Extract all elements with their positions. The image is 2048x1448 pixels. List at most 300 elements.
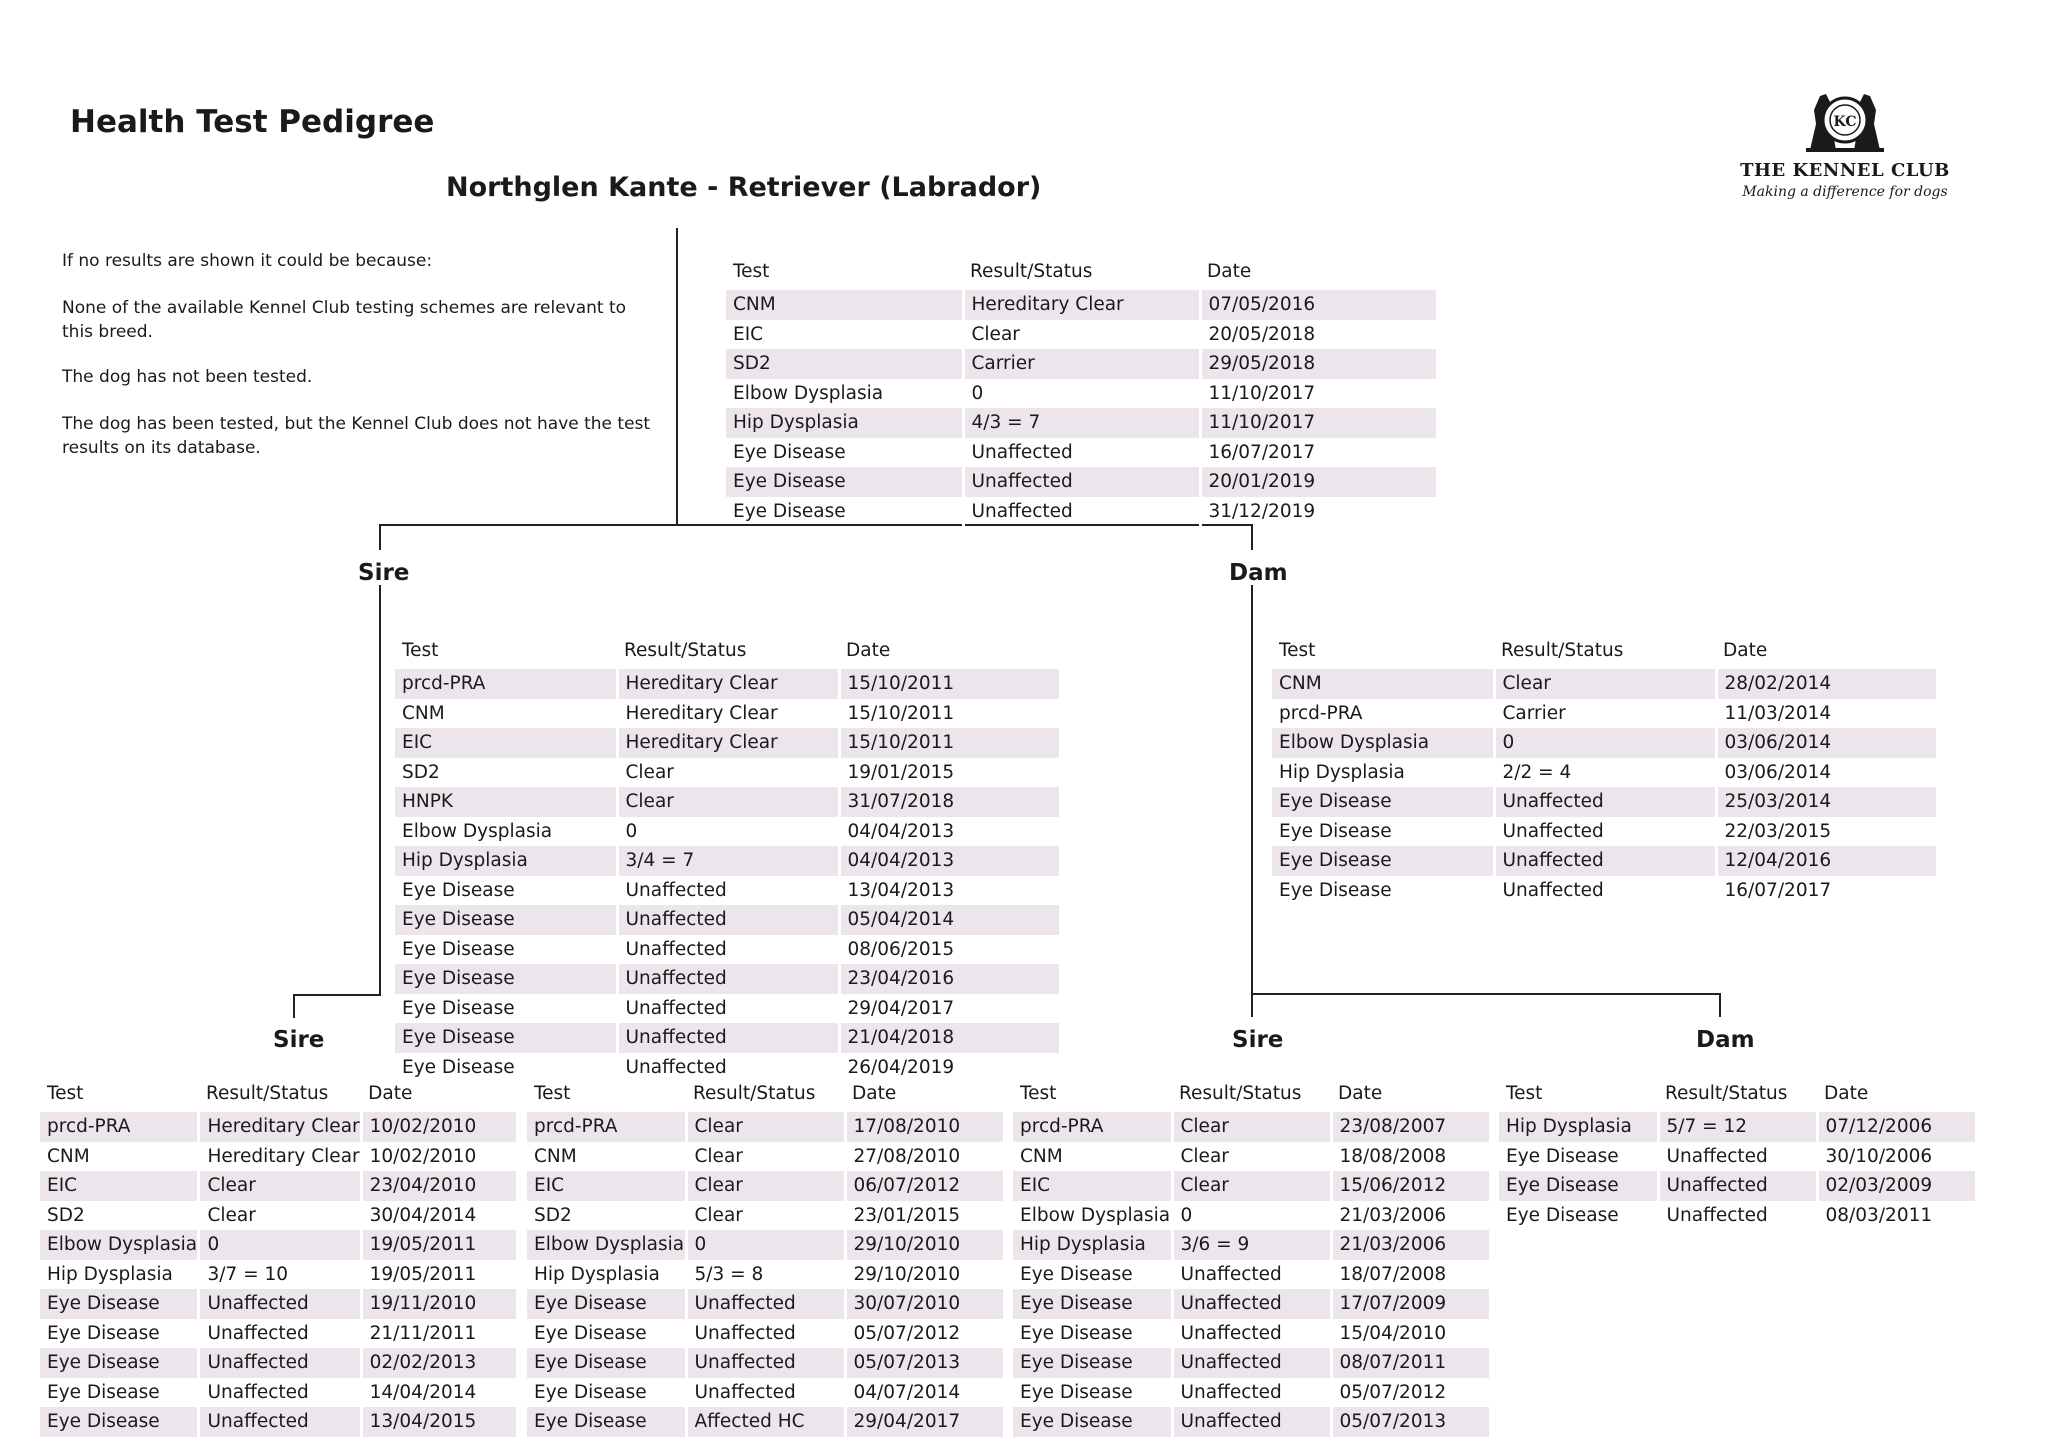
- cell-result: Clear: [1172, 1171, 1331, 1201]
- cell-date: 31/12/2019: [1208, 500, 1316, 522]
- table-row: [40, 1171, 516, 1201]
- cell-date: 26/04/2019: [847, 1056, 955, 1078]
- table-row: [1013, 1171, 1489, 1201]
- cell-test: Eye Disease: [527, 1289, 686, 1319]
- cell-test: Hip Dysplasia: [1499, 1112, 1658, 1142]
- kennel-club-emblem-icon: [1770, 84, 1920, 154]
- cell-test: Eye Disease: [726, 467, 963, 497]
- cell-result: 0: [199, 1230, 361, 1260]
- cell-result: Unaffected: [1658, 1142, 1817, 1172]
- cell-result: Clear: [686, 1112, 845, 1142]
- table-row: [40, 1112, 516, 1142]
- column-header-test: Test: [47, 1083, 84, 1104]
- cell-result: 5/7 = 12: [1658, 1112, 1817, 1142]
- cell-test: Eye Disease: [395, 876, 617, 906]
- label-dam-sire: Sire: [1232, 1027, 1284, 1053]
- cell-test: Eye Disease: [395, 964, 617, 994]
- table-row: [395, 846, 1059, 876]
- cell-date: 11/10/2017: [1208, 382, 1316, 404]
- column-header-test: Test: [534, 1083, 571, 1104]
- table-row: [1013, 1378, 1489, 1408]
- cell-result: 0: [1172, 1201, 1331, 1231]
- cell-date: 30/10/2006: [1825, 1145, 1933, 1167]
- cell-result: 2/2 = 4: [1494, 758, 1716, 788]
- cell-result: Unaffected: [617, 994, 839, 1024]
- table-row: [527, 1201, 1003, 1231]
- cell-result: Unaffected: [963, 438, 1200, 468]
- table-row: [395, 787, 1059, 817]
- column-header-test: Test: [402, 640, 439, 661]
- table-row: [40, 1378, 516, 1408]
- cell-test: Elbow Dysplasia: [40, 1230, 199, 1260]
- cell-date: 30/07/2010: [845, 1289, 1003, 1319]
- cell-test: SD2: [395, 758, 617, 788]
- cell-test: EIC: [726, 320, 963, 350]
- cell-test: Eye Disease: [395, 905, 617, 935]
- table-row: [527, 1112, 1003, 1142]
- column-header-test: Test: [733, 261, 770, 282]
- page-title: Health Test Pedigree: [70, 104, 435, 140]
- cell-test: Eye Disease: [1272, 787, 1494, 817]
- table-row: [395, 964, 1059, 994]
- cell-date: 19/01/2015: [847, 761, 955, 783]
- table-row: [527, 1260, 1003, 1290]
- cell-test: Eye Disease: [1013, 1260, 1172, 1290]
- cell-result: Unaffected: [1172, 1407, 1331, 1437]
- note-reason-not-relevant: None of the available Kennel Club testing schemes are relevant to this breed.: [62, 298, 627, 342]
- cell-date: 06/07/2012: [845, 1171, 1003, 1201]
- cell-result: Clear: [1494, 669, 1716, 699]
- table-row: [395, 905, 1059, 935]
- cell-result: Clear: [199, 1171, 361, 1201]
- cell-result: Unaffected: [1658, 1201, 1817, 1231]
- label-sire-sire: Sire: [273, 1027, 325, 1053]
- cell-date: 14/04/2014: [369, 1381, 477, 1403]
- cell-date: 15/04/2010: [1339, 1322, 1447, 1344]
- cell-result: Unaffected: [686, 1289, 845, 1319]
- cell-test: CNM: [726, 290, 963, 320]
- connector-sire-vertical: [379, 585, 381, 995]
- cell-result: 3/6 = 9: [1172, 1230, 1331, 1260]
- table-row: [1272, 817, 1936, 847]
- cell-date: 28/02/2014: [1716, 669, 1936, 699]
- cell-test: Hip Dysplasia: [726, 408, 963, 438]
- cell-date: 21/03/2006: [1339, 1204, 1447, 1226]
- cell-result: Unaffected: [199, 1319, 361, 1349]
- table-row: [726, 290, 1436, 320]
- cell-result: 0: [963, 379, 1200, 409]
- cell-date: 19/05/2011: [361, 1230, 516, 1260]
- cell-test: Eye Disease: [40, 1319, 199, 1349]
- cell-result: Clear: [686, 1201, 845, 1231]
- cell-result: Unaffected: [1494, 846, 1716, 876]
- column-header-result: Result/Status: [1665, 1083, 1788, 1104]
- column-header-date: Date: [1338, 1083, 1383, 1104]
- cell-test: Hip Dysplasia: [527, 1260, 686, 1290]
- cell-result: Unaffected: [686, 1378, 845, 1408]
- table-row: [527, 1319, 1003, 1349]
- table-row: [1272, 876, 1936, 906]
- cell-test: Elbow Dysplasia: [527, 1230, 686, 1260]
- cell-test: CNM: [40, 1142, 199, 1172]
- column-header-date: Date: [1723, 640, 1768, 661]
- column-header-date: Date: [368, 1083, 413, 1104]
- cell-result: 4/3 = 7: [963, 408, 1200, 438]
- kennel-club-logo: [1740, 84, 1950, 200]
- cell-date: 29/10/2010: [845, 1230, 1003, 1260]
- cell-test: Eye Disease: [726, 438, 963, 468]
- cell-test: Elbow Dysplasia: [1272, 728, 1494, 758]
- cell-test: HNPK: [395, 787, 617, 817]
- column-header-date: Date: [852, 1083, 897, 1104]
- cell-test: Eye Disease: [527, 1378, 686, 1408]
- table-header-row: [1013, 1067, 1489, 1112]
- table-row: [726, 320, 1436, 350]
- cell-result: 5/3 = 8: [686, 1260, 845, 1290]
- logo-tagline: Making a difference for dogs: [1742, 184, 1948, 200]
- column-header-date: Date: [1824, 1083, 1869, 1104]
- table-row: [527, 1407, 1003, 1437]
- cell-result: Unaffected: [1494, 876, 1716, 906]
- table-row: [395, 817, 1059, 847]
- cell-result: Unaffected: [617, 935, 839, 965]
- cell-result: Unaffected: [1172, 1348, 1331, 1378]
- cell-test: Eye Disease: [726, 497, 963, 527]
- table-row: [40, 1142, 516, 1172]
- cell-test: CNM: [395, 699, 617, 729]
- note-intro: If no results are shown it could be because:: [62, 251, 433, 271]
- cell-date: 20/05/2018: [1208, 323, 1316, 345]
- cell-result: Hereditary Clear: [199, 1142, 361, 1172]
- cell-test: Elbow Dysplasia: [395, 817, 617, 847]
- cell-test: SD2: [726, 349, 963, 379]
- label-dam: Dam: [1229, 560, 1288, 586]
- cell-result: Unaffected: [963, 497, 1200, 527]
- cell-date: 29/04/2017: [845, 1407, 1003, 1437]
- table-row: [1499, 1201, 1975, 1231]
- cell-date: 10/02/2010: [369, 1145, 477, 1167]
- column-header-result: Result/Status: [1179, 1083, 1302, 1104]
- cell-result: Unaffected: [199, 1289, 361, 1319]
- connector-dam-dam-drop: [1719, 993, 1721, 1017]
- cell-test: Elbow Dysplasia: [1013, 1201, 1172, 1231]
- cell-date: 20/01/2019: [1200, 467, 1436, 497]
- cell-date: 10/02/2010: [361, 1112, 516, 1142]
- cell-date: 15/06/2012: [1331, 1171, 1489, 1201]
- cell-date: 29/04/2017: [847, 997, 955, 1019]
- cell-date: 22/03/2015: [1724, 820, 1832, 842]
- label-sire: Sire: [358, 560, 410, 586]
- cell-date: 21/11/2011: [369, 1322, 477, 1344]
- cell-result: 3/7 = 10: [199, 1260, 361, 1290]
- connector-dam-drop: [1251, 524, 1253, 550]
- cell-test: Eye Disease: [395, 1053, 617, 1083]
- cell-test: EIC: [527, 1171, 686, 1201]
- cell-date: 25/03/2014: [1716, 787, 1936, 817]
- table-row: [726, 379, 1436, 409]
- table-row: [527, 1378, 1003, 1408]
- cell-date: 21/03/2006: [1331, 1230, 1489, 1260]
- cell-test: Eye Disease: [40, 1348, 199, 1378]
- cell-date: 18/07/2008: [1339, 1263, 1447, 1285]
- table-row: [395, 876, 1059, 906]
- cell-result: Carrier: [1494, 699, 1716, 729]
- table-row: [1013, 1201, 1489, 1231]
- cell-test: Eye Disease: [1013, 1378, 1172, 1408]
- cell-result: Clear: [617, 758, 839, 788]
- cell-test: SD2: [40, 1201, 199, 1231]
- cell-test: Hip Dysplasia: [395, 846, 617, 876]
- emblem-text: KC: [1833, 114, 1857, 130]
- cell-result: Unaffected: [1172, 1319, 1331, 1349]
- cell-test: Eye Disease: [1013, 1348, 1172, 1378]
- sire-health-table: [395, 624, 1059, 1082]
- connector-dam-vertical: [1251, 585, 1253, 1017]
- cell-result: Affected HC: [686, 1407, 845, 1437]
- cell-test: Eye Disease: [1013, 1289, 1172, 1319]
- cell-result: Unaffected: [617, 1053, 839, 1083]
- dam-health-table: [1272, 624, 1936, 905]
- table-row: [1013, 1407, 1489, 1437]
- table-row: [726, 438, 1436, 468]
- cell-test: SD2: [527, 1201, 686, 1231]
- table-header-row: [1499, 1067, 1975, 1112]
- cell-result: Clear: [199, 1201, 361, 1231]
- cell-test: Hip Dysplasia: [1013, 1230, 1172, 1260]
- table-row: [1013, 1319, 1489, 1349]
- cell-test: prcd-PRA: [1272, 699, 1494, 729]
- cell-date: 15/10/2011: [847, 702, 955, 724]
- table-row: [726, 349, 1436, 379]
- cell-test: Eye Disease: [1013, 1319, 1172, 1349]
- table-row: [527, 1230, 1003, 1260]
- column-header-result: Result/Status: [1501, 640, 1624, 661]
- cell-test: Elbow Dysplasia: [726, 379, 963, 409]
- table-row: [527, 1171, 1003, 1201]
- cell-test: Eye Disease: [527, 1407, 686, 1437]
- cell-test: CNM: [1013, 1142, 1172, 1172]
- cell-date: 03/06/2014: [1724, 761, 1832, 783]
- table-row: [40, 1319, 516, 1349]
- cell-test: Eye Disease: [1013, 1407, 1172, 1437]
- connector-dam-grandparents: [1251, 993, 1721, 995]
- cell-test: Hip Dysplasia: [1272, 758, 1494, 788]
- cell-date: 02/03/2009: [1817, 1171, 1975, 1201]
- cell-date: 08/03/2011: [1825, 1204, 1933, 1226]
- sire-dam-health-table: [527, 1067, 1003, 1437]
- column-header-date: Date: [1207, 261, 1252, 282]
- column-header-result: Result/Status: [693, 1083, 816, 1104]
- connector-subject-vertical: [676, 228, 678, 525]
- cell-date: 04/04/2013: [839, 846, 1059, 876]
- column-header-result: Result/Status: [624, 640, 747, 661]
- table-row: [1499, 1142, 1975, 1172]
- cell-test: Eye Disease: [40, 1378, 199, 1408]
- table-header-row: [40, 1067, 516, 1112]
- cell-date: 18/08/2008: [1339, 1145, 1447, 1167]
- cell-date: 29/05/2018: [1200, 349, 1436, 379]
- column-header-date: Date: [846, 640, 891, 661]
- cell-result: Clear: [963, 320, 1200, 350]
- cell-result: Unaffected: [686, 1319, 845, 1349]
- cell-result: Clear: [686, 1171, 845, 1201]
- cell-result: Clear: [617, 787, 839, 817]
- cell-date: 16/07/2017: [1208, 441, 1316, 463]
- cell-result: Unaffected: [199, 1378, 361, 1408]
- table-row: [395, 935, 1059, 965]
- table-row: [395, 669, 1059, 699]
- table-row: [1013, 1260, 1489, 1290]
- cell-result: Unaffected: [199, 1407, 361, 1437]
- cell-result: Unaffected: [199, 1348, 361, 1378]
- cell-result: Unaffected: [1494, 787, 1716, 817]
- cell-date: 05/07/2012: [1339, 1381, 1447, 1403]
- cell-result: Hereditary Clear: [199, 1112, 361, 1142]
- cell-test: Eye Disease: [1499, 1142, 1658, 1172]
- column-header-result: Result/Status: [205, 1083, 329, 1104]
- cell-result: Unaffected: [617, 876, 839, 906]
- table-row: [1013, 1289, 1489, 1319]
- table-row: [40, 1260, 516, 1290]
- cell-date: 05/07/2013: [845, 1348, 1003, 1378]
- cell-result: Clear: [1172, 1142, 1331, 1172]
- cell-date: 11/10/2017: [1200, 408, 1436, 438]
- table-row: [1013, 1230, 1489, 1260]
- cell-date: 08/07/2011: [1331, 1348, 1489, 1378]
- cell-date: 17/07/2009: [1331, 1289, 1489, 1319]
- cell-test: Eye Disease: [1499, 1171, 1658, 1201]
- cell-test: prcd-PRA: [1013, 1112, 1172, 1142]
- table-row: [1272, 669, 1936, 699]
- cell-test: Eye Disease: [1272, 876, 1494, 906]
- table-row: [1499, 1171, 1975, 1201]
- table-row: [726, 467, 1436, 497]
- cell-date: 05/04/2014: [839, 905, 1059, 935]
- cell-date: 15/10/2011: [839, 728, 1059, 758]
- cell-date: 29/10/2010: [853, 1263, 961, 1285]
- cell-date: 05/07/2013: [1331, 1407, 1489, 1437]
- cell-date: 17/08/2010: [845, 1112, 1003, 1142]
- cell-test: EIC: [395, 728, 617, 758]
- cell-date: 16/07/2017: [1724, 879, 1832, 901]
- cell-date: 02/02/2013: [361, 1348, 516, 1378]
- cell-result: Unaffected: [686, 1348, 845, 1378]
- note-reason-not-tested: The dog has not been tested.: [62, 367, 313, 387]
- cell-test: Eye Disease: [395, 1023, 617, 1053]
- cell-result: Unaffected: [1172, 1378, 1331, 1408]
- table-row: [1272, 728, 1936, 758]
- table-row: [395, 728, 1059, 758]
- cell-result: Unaffected: [617, 964, 839, 994]
- table-row: [726, 408, 1436, 438]
- cell-test: Eye Disease: [395, 935, 617, 965]
- cell-result: 3/4 = 7: [617, 846, 839, 876]
- cell-date: 19/05/2011: [369, 1263, 477, 1285]
- cell-date: 23/04/2016: [839, 964, 1059, 994]
- cell-test: Eye Disease: [40, 1407, 199, 1437]
- cell-date: 12/04/2016: [1716, 846, 1936, 876]
- cell-date: 30/04/2014: [369, 1204, 477, 1226]
- column-header-test: Test: [1020, 1083, 1057, 1104]
- cell-date: 04/04/2013: [847, 820, 955, 842]
- cell-date: 07/12/2006: [1817, 1112, 1975, 1142]
- column-header-result: Result/Status: [970, 261, 1093, 282]
- table-row: [40, 1348, 516, 1378]
- dog-name-heading: Northglen Kante - Retriever (Labrador): [446, 172, 1042, 203]
- column-header-test: Test: [1506, 1083, 1543, 1104]
- cell-test: CNM: [527, 1142, 686, 1172]
- cell-date: 04/07/2014: [853, 1381, 961, 1403]
- dam-dam-health-table: [1499, 1067, 1975, 1230]
- cell-test: Eye Disease: [40, 1289, 199, 1319]
- table-row: [1499, 1112, 1975, 1142]
- cell-result: 0: [617, 817, 839, 847]
- column-header-test: Test: [1279, 640, 1316, 661]
- table-row: [395, 699, 1059, 729]
- cell-result: Unaffected: [1172, 1289, 1331, 1319]
- subject-health-table: [726, 245, 1436, 526]
- cell-date: 05/07/2012: [853, 1322, 961, 1344]
- table-header-row: [726, 245, 1436, 290]
- cell-date: 13/04/2015: [361, 1407, 516, 1437]
- connector-sire-sire-drop: [293, 994, 295, 1018]
- table-row: [40, 1407, 516, 1437]
- table-row: [527, 1348, 1003, 1378]
- cell-date: 27/08/2010: [853, 1145, 961, 1167]
- table-row: [395, 994, 1059, 1024]
- cell-test: Eye Disease: [527, 1319, 686, 1349]
- cell-date: 19/11/2010: [361, 1289, 516, 1319]
- cell-test: Eye Disease: [1272, 846, 1494, 876]
- cell-result: Unaffected: [617, 1023, 839, 1053]
- table-row: [1272, 787, 1936, 817]
- cell-test: prcd-PRA: [395, 669, 617, 699]
- cell-result: Unaffected: [1172, 1260, 1331, 1290]
- cell-result: Clear: [1172, 1112, 1331, 1142]
- cell-result: Hereditary Clear: [617, 728, 839, 758]
- dam-sire-health-table: [1013, 1067, 1489, 1437]
- cell-result: Clear: [686, 1142, 845, 1172]
- cell-date: 03/06/2014: [1716, 728, 1936, 758]
- connector-sire-grandparents: [293, 994, 381, 996]
- table-row: [726, 497, 1436, 527]
- cell-result: Unaffected: [1658, 1171, 1817, 1201]
- cell-date: 08/06/2015: [847, 938, 955, 960]
- cell-result: Unaffected: [617, 905, 839, 935]
- table-header-row: [1272, 624, 1936, 669]
- cell-date: 23/08/2007: [1331, 1112, 1489, 1142]
- cell-date: 15/10/2011: [839, 669, 1059, 699]
- table-row: [40, 1289, 516, 1319]
- table-row: [395, 1023, 1059, 1053]
- cell-test: prcd-PRA: [527, 1112, 686, 1142]
- label-dam-dam: Dam: [1696, 1027, 1755, 1053]
- cell-date: 13/04/2013: [847, 879, 955, 901]
- cell-test: EIC: [1013, 1171, 1172, 1201]
- cell-result: Hereditary Clear: [617, 669, 839, 699]
- cell-date: 11/03/2014: [1724, 702, 1832, 724]
- cell-date: 21/04/2018: [839, 1023, 1059, 1053]
- table-row: [40, 1230, 516, 1260]
- cell-test: Eye Disease: [1272, 817, 1494, 847]
- table-row: [1013, 1142, 1489, 1172]
- cell-test: Eye Disease: [1499, 1201, 1658, 1231]
- cell-result: 0: [686, 1230, 845, 1260]
- cell-date: 23/04/2010: [361, 1171, 516, 1201]
- cell-result: Hereditary Clear: [617, 699, 839, 729]
- table-header-row: [527, 1067, 1003, 1112]
- cell-result: 0: [1494, 728, 1716, 758]
